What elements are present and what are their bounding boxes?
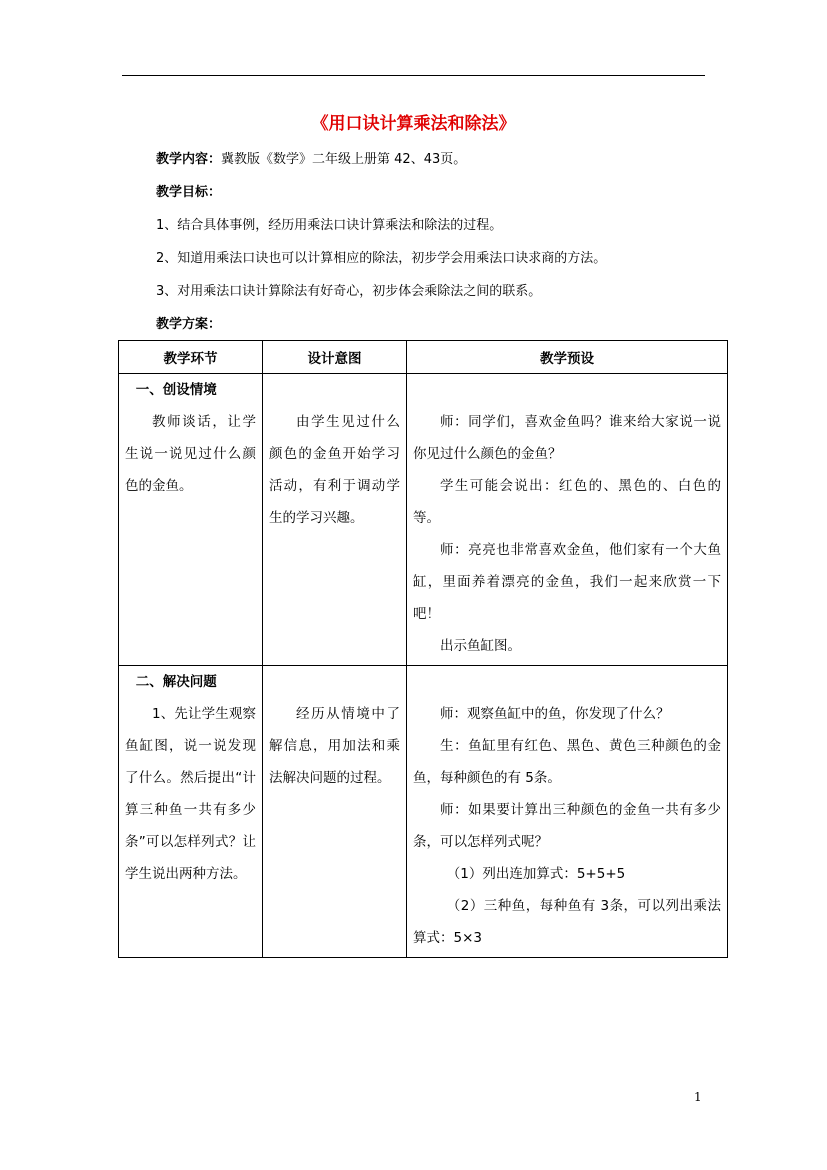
header-preset: 教学预设	[407, 341, 728, 374]
preset-line: 师：如果要计算出三种颜色的金鱼一共有多少条，可以怎样列式呢？	[413, 802, 721, 850]
preset-cell	[407, 374, 728, 666]
intent-cell	[263, 374, 407, 666]
intent-text: 经历从情境中了解信息，用加法和乘法解决问题的过程。	[269, 706, 400, 786]
table-header-row	[119, 341, 728, 374]
header-rule	[122, 75, 705, 76]
table-row	[119, 374, 728, 666]
intent-cell	[263, 666, 407, 958]
goal-item-3: 3、对用乘法口诀计算除法有好奇心，初步体会乘除法之间的联系。	[156, 284, 542, 299]
section-heading: 一、创设情境	[135, 382, 217, 398]
document-title: 《用口诀计算乘法和除法》	[311, 114, 516, 134]
header-intent: 设计意图	[263, 341, 407, 374]
preset-line: 出示鱼缸图。	[440, 638, 521, 654]
stage-cell	[119, 374, 263, 666]
content-line	[156, 151, 716, 169]
table-row	[119, 666, 728, 958]
intent-text: 由学生见过什么颜色的金鱼开始学习活动，有利于调动学生的学习兴趣。	[269, 414, 400, 526]
goal-item-2: 2、知道用乘法口诀也可以计算相应的除法，初步学会用乘法口诀求商的方法。	[156, 251, 607, 266]
goals-label: 教学目标：	[156, 185, 222, 200]
preset-line: （2）三种鱼，每种鱼有 3条，可以列出乘法算式：5×3	[413, 898, 721, 946]
preset-line: （1）列出连加算式：5+5+5	[446, 866, 626, 882]
stage-cell	[119, 666, 263, 958]
preset-line: 生：鱼缸里有红色、黑色、黄色三种颜色的金鱼，每种颜色的有 5条。	[413, 738, 721, 786]
preset-line: 师：亮亮也非常喜欢金鱼，他们家有一个大鱼缸，里面养着漂亮的金鱼，我们一起来欣赏一下吧！	[413, 542, 721, 622]
header-stage: 教学环节	[119, 341, 263, 374]
content-label: 教学内容：	[156, 152, 222, 167]
preset-cell	[407, 666, 728, 958]
teaching-plan-table	[118, 340, 728, 958]
goal-item-1: 1、结合具体事例，经历用乘法口诀计算乘法和除法的过程。	[156, 218, 503, 233]
preset-line: 师：观察鱼缸中的鱼，你发现了什么？	[440, 706, 670, 722]
stage-text: 1、先让学生观察鱼缸图，说一说发现了什么。然后提出“计算三种鱼一共有多少条”可以怎样列式？让学生说出两种方法。	[125, 706, 256, 882]
plan-label: 教学方案：	[156, 317, 222, 332]
preset-line: 师：同学们，喜欢金鱼吗？谁来给大家说一说你见过什么颜色的金鱼？	[413, 414, 721, 462]
preset-line: 学生可能会说出：红色的、黑色的、白色的等。	[413, 478, 721, 526]
stage-text: 教师谈话，让学生说一说见过什么颜色的金鱼。	[125, 414, 256, 494]
page-number: 1	[694, 1090, 702, 1104]
section-heading: 二、解决问题	[135, 674, 217, 690]
content-text: 冀教版《数学》二年级上册第 42、43页。	[221, 152, 467, 167]
